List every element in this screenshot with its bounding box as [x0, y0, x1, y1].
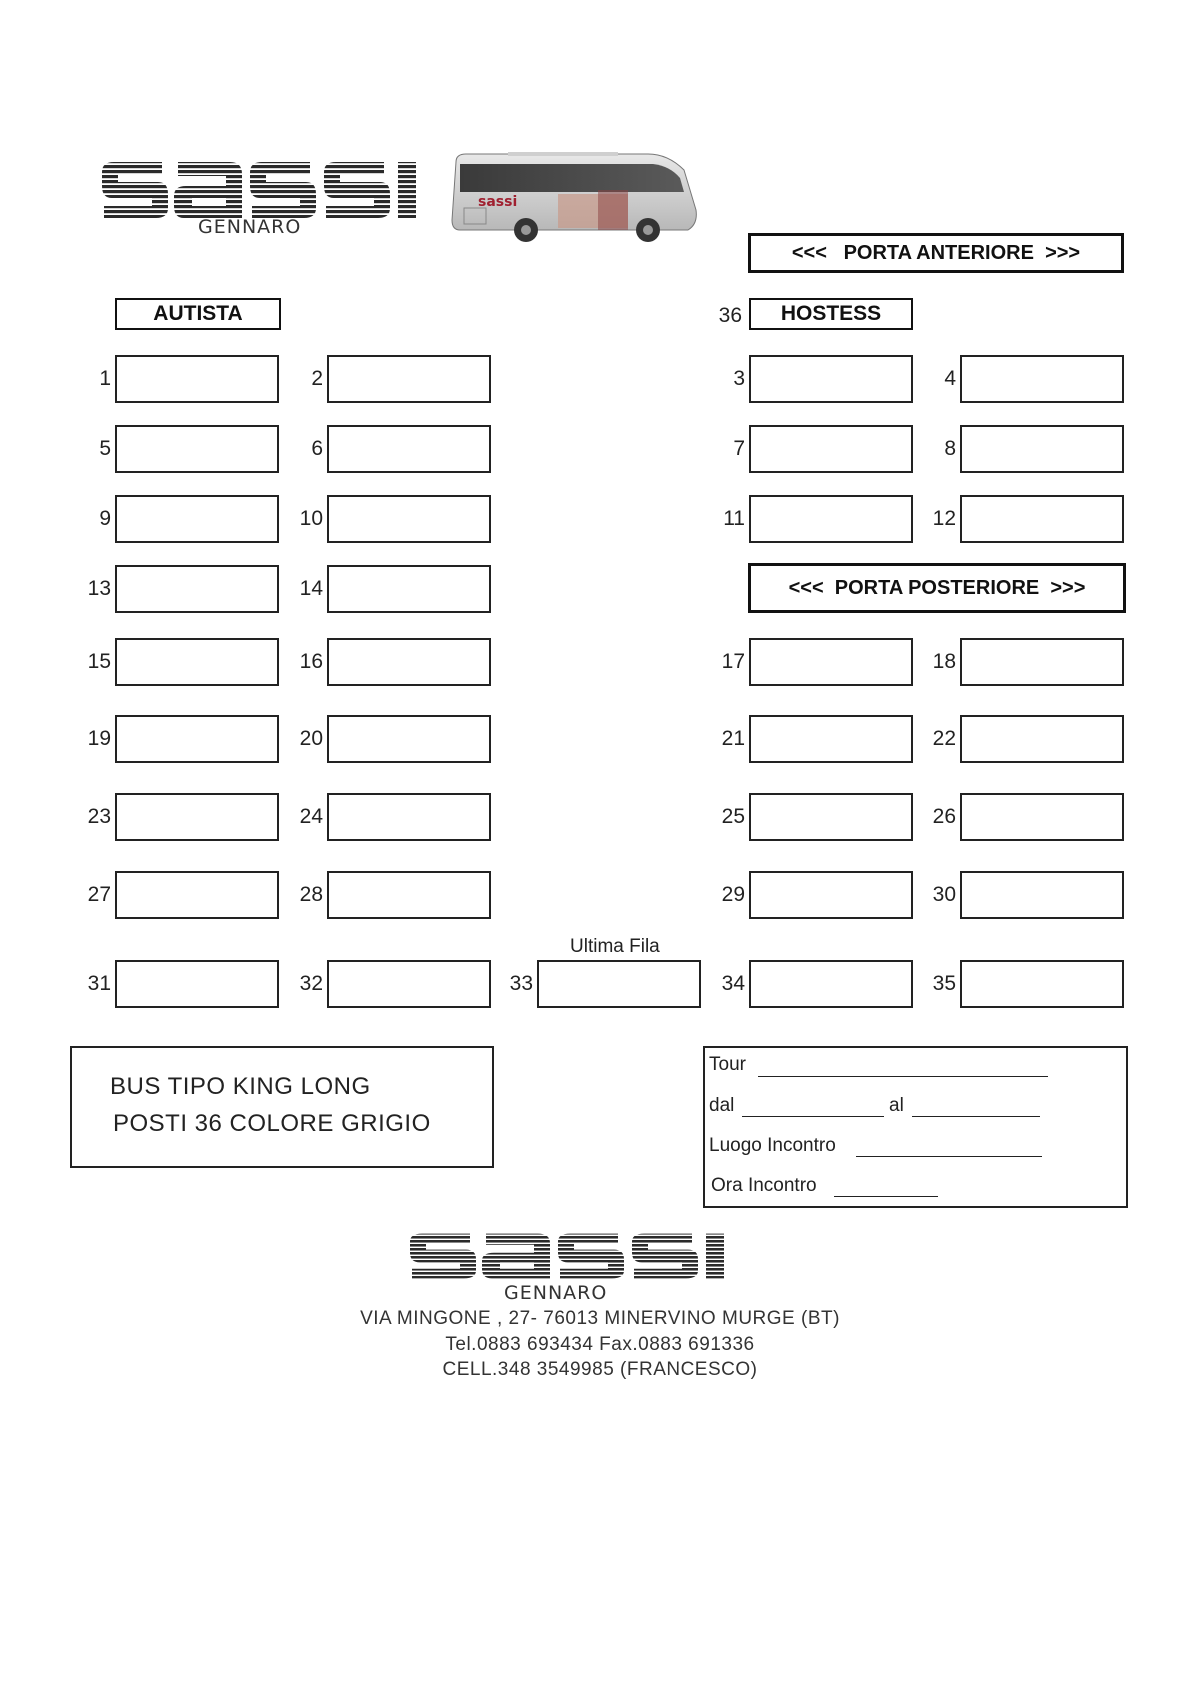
seat-number: 9	[99, 507, 111, 530]
seat-35-box[interactable]	[960, 960, 1124, 1008]
seat-number: 13	[87, 577, 111, 600]
meeting-place-field[interactable]	[856, 1156, 1042, 1157]
seat-15-box[interactable]	[115, 638, 279, 686]
seat-number: 26	[932, 805, 956, 828]
seat-number: 8	[944, 437, 956, 460]
seat-27-box[interactable]	[115, 871, 279, 919]
bus-type-text: BUS TIPO KING LONG	[110, 1073, 371, 1100]
seat-10-box[interactable]	[327, 495, 491, 543]
seat-12-box[interactable]	[960, 495, 1124, 543]
footer-phone: Tel.0883 693434 Fax.0883 691336	[445, 1334, 755, 1355]
seat-number: 30	[932, 883, 956, 906]
seat-6-box[interactable]	[327, 425, 491, 473]
seat-number: 15	[87, 650, 111, 673]
seat-17-box[interactable]	[749, 638, 913, 686]
footer-address: VIA MINGONE , 27- 76013 MINERVINO MURGE (BT)	[360, 1308, 840, 1329]
seat-number: 19	[87, 727, 111, 750]
seat-33-box[interactable]	[537, 960, 701, 1008]
tour-label: Tour	[709, 1054, 746, 1075]
seat-number: 31	[87, 972, 111, 995]
seat-8-box[interactable]	[960, 425, 1124, 473]
seat-number: 21	[721, 727, 745, 750]
seat-2-box[interactable]	[327, 355, 491, 403]
seat-9-box[interactable]	[115, 495, 279, 543]
seat-14-box[interactable]	[327, 565, 491, 613]
seat-number: 18	[932, 650, 956, 673]
seat-number: 32	[299, 972, 323, 995]
seat-31-box[interactable]	[115, 960, 279, 1008]
from-field[interactable]	[742, 1116, 884, 1117]
driver-label: AUTISTA	[115, 298, 281, 330]
hostess-seat-number: 36	[718, 304, 742, 327]
seat-number: 1	[99, 367, 111, 390]
seat-4-box[interactable]	[960, 355, 1124, 403]
footer-cell: CELL.348 3549985 (FRANCESCO)	[442, 1359, 758, 1380]
to-field[interactable]	[912, 1116, 1040, 1117]
bus-info-box	[70, 1046, 494, 1168]
seat-23-box[interactable]	[115, 793, 279, 841]
svg-text:sassi: sassi	[478, 194, 518, 210]
sassi-logo	[100, 160, 430, 220]
seats-color-text: POSTI 36 COLORE GRIGIO	[113, 1110, 431, 1137]
seat-number: 33	[509, 972, 533, 995]
seat-number: 4	[944, 367, 956, 390]
seat-number: 23	[87, 805, 111, 828]
hostess-label: HOSTESS	[749, 298, 913, 330]
seat-28-box[interactable]	[327, 871, 491, 919]
seat-11-box[interactable]	[749, 495, 913, 543]
front-door-label: <<< PORTA ANTERIORE >>>	[748, 233, 1124, 273]
seat-number: 10	[299, 507, 323, 530]
seat-number: 7	[733, 437, 745, 460]
seat-5-box[interactable]	[115, 425, 279, 473]
seat-30-box[interactable]	[960, 871, 1124, 919]
seat-number: 28	[299, 883, 323, 906]
seat-20-box[interactable]	[327, 715, 491, 763]
to-label: al	[889, 1095, 904, 1116]
seat-number: 29	[721, 883, 745, 906]
meeting-time-field[interactable]	[834, 1196, 938, 1197]
rear-door-label: <<< PORTA POSTERIORE >>>	[748, 563, 1126, 613]
seat-7-box[interactable]	[749, 425, 913, 473]
seat-number: 3	[733, 367, 745, 390]
seat-number: 24	[299, 805, 323, 828]
seat-number: 34	[721, 972, 745, 995]
seat-29-box[interactable]	[749, 871, 913, 919]
seat-number: 20	[299, 727, 323, 750]
seat-32-box[interactable]	[327, 960, 491, 1008]
seat-26-box[interactable]	[960, 793, 1124, 841]
seat-number: 22	[932, 727, 956, 750]
seat-16-box[interactable]	[327, 638, 491, 686]
bus-illustration	[448, 150, 706, 248]
from-label: dal	[709, 1095, 735, 1116]
meeting-place-label: Luogo Incontro	[709, 1135, 836, 1156]
seat-number: 6	[311, 437, 323, 460]
seat-number: 25	[721, 805, 745, 828]
seat-24-box[interactable]	[327, 793, 491, 841]
last-row-label: Ultima Fila	[570, 936, 660, 957]
seat-number: 16	[299, 650, 323, 673]
seat-3-box[interactable]	[749, 355, 913, 403]
seat-18-box[interactable]	[960, 638, 1124, 686]
seat-19-box[interactable]	[115, 715, 279, 763]
seat-number: 11	[723, 507, 745, 530]
seat-34-box[interactable]	[749, 960, 913, 1008]
seat-number: 5	[99, 437, 111, 460]
seat-1-box[interactable]	[115, 355, 279, 403]
seat-number: 35	[932, 972, 956, 995]
seat-number: 14	[299, 577, 323, 600]
footer-sub-brand: GENNARO	[504, 1282, 608, 1304]
seat-21-box[interactable]	[749, 715, 913, 763]
seat-13-box[interactable]	[115, 565, 279, 613]
footer-sassi-logo	[408, 1232, 738, 1280]
seat-number: 27	[87, 883, 111, 906]
sub-brand: GENNARO	[198, 216, 302, 238]
meeting-time-label: Ora Incontro	[711, 1175, 817, 1196]
tour-field[interactable]	[758, 1076, 1048, 1077]
seat-number: 17	[721, 650, 745, 673]
seat-number: 12	[932, 507, 956, 530]
seat-25-box[interactable]	[749, 793, 913, 841]
seat-22-box[interactable]	[960, 715, 1124, 763]
seat-number: 2	[311, 367, 323, 390]
